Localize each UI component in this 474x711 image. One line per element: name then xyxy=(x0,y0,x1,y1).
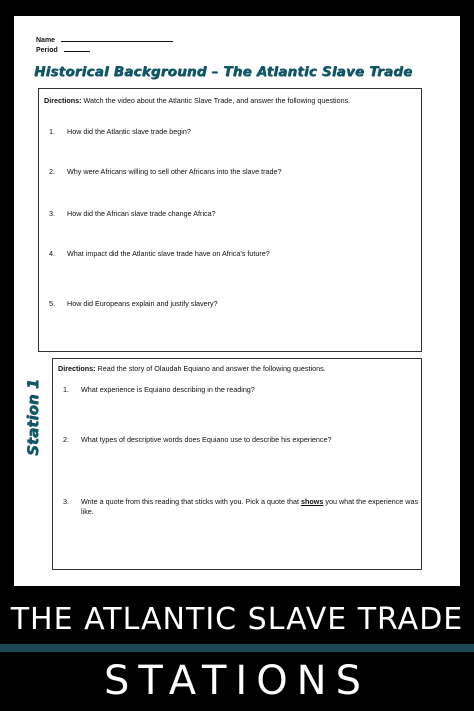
banner-title: THE ATLANTIC SLAVE TRADE xyxy=(10,602,464,637)
question-text: What impact did the Atlantic slave trade have on Africa's future? xyxy=(67,249,270,258)
name-label: Name xyxy=(36,37,56,44)
section-equiano-questions xyxy=(52,358,422,570)
question-text: What experience is Equiano describing in the reading? xyxy=(81,385,255,394)
directions-label: Directions: xyxy=(44,96,82,105)
period-field[interactable] xyxy=(36,44,90,54)
divider-bar xyxy=(0,644,474,652)
question-number: 3. xyxy=(63,497,69,506)
worksheet-page xyxy=(14,16,460,586)
question-number: 5. xyxy=(49,299,55,308)
station-label: Station 1 xyxy=(24,378,42,456)
directions-text: Read the story of Olaudah Equiano and answer the following questions. xyxy=(95,364,326,373)
question-text: Why were Africans willing to sell other Africans into the slave trade? xyxy=(67,167,282,176)
question-text: How did the African slave trade change Africa? xyxy=(67,209,216,218)
question-text xyxy=(81,497,419,516)
question-number: 1. xyxy=(63,385,69,394)
question-number: 2. xyxy=(63,435,69,444)
question-number: 1. xyxy=(49,127,55,136)
question-text-part: Write a quote from this reading that sticks with you. Pick a quote that xyxy=(81,497,301,506)
section1-directions xyxy=(44,96,404,105)
question-number: 4. xyxy=(49,249,55,258)
question-text-part: you what the experience was like. xyxy=(81,497,419,516)
period-label: Period xyxy=(36,47,58,54)
worksheet-title: Historical Background – The Atlantic Slave Trade xyxy=(34,64,413,80)
section2-directions xyxy=(58,364,413,373)
period-blank[interactable] xyxy=(64,44,90,52)
directions-text: Watch the video about the Atlantic Slave Trade, and answer the following questions. xyxy=(81,96,351,105)
section-video-questions xyxy=(38,88,422,352)
question-number: 2. xyxy=(49,167,55,176)
emphasis-word: shows xyxy=(301,497,324,506)
question-text: How did the Atlantic slave trade begin? xyxy=(67,127,191,136)
question-text: What types of descriptive words does Equiano use to describe his experience? xyxy=(81,435,332,444)
banner-subtitle: STATIONS xyxy=(103,658,370,704)
name-blank[interactable] xyxy=(61,34,173,42)
directions-label: Directions: xyxy=(58,364,96,373)
name-field[interactable] xyxy=(36,34,173,44)
question-text: How did Europeans explain and justify slavery? xyxy=(67,299,218,308)
question-number: 3. xyxy=(49,209,55,218)
